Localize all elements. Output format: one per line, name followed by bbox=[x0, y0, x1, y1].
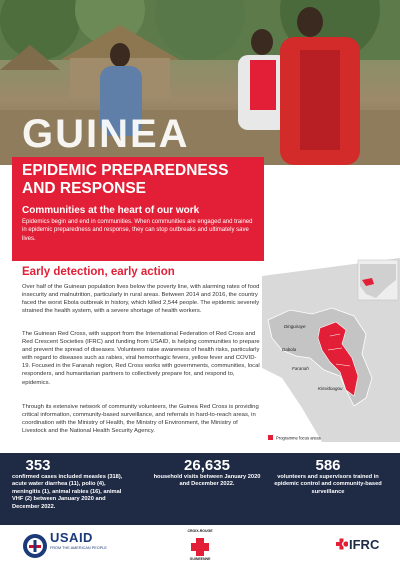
title-line-1: EPIDEMIC PREPAREDNESS bbox=[22, 162, 229, 179]
stat-description: confirmed cases included measles (318), acute water diarrhea (11), polio (4), meningitis (1), animal rabies (16), animal VHF (2) between January 2020 and December 2022. bbox=[12, 474, 123, 510]
usaid-seal-icon bbox=[22, 533, 48, 559]
stat-description: household visits between January 2020 and December 2022. bbox=[153, 474, 261, 488]
body-paragraph-3: Through its extensive network of community volunteers, the Guinea Red Cross is providing critical information, community-based surveillance, and referrals in hard-to-reach areas, in coordination with the Ministry of Health, the Ministry of Environment, the Ministry of Livestock and the National Health Security Agency. bbox=[22, 404, 259, 435]
stats-bar bbox=[0, 453, 400, 525]
stat-number: 586 bbox=[315, 457, 341, 474]
stat-number: 353 bbox=[25, 457, 51, 474]
map-legend-label: Programme focus areas bbox=[276, 435, 321, 441]
usaid-logo-text: USAID bbox=[50, 530, 93, 545]
map-label-kissidougou: Kissidougou bbox=[318, 386, 343, 391]
logos-footer bbox=[0, 525, 400, 566]
map-graphic bbox=[262, 258, 400, 442]
stat-confirmed-cases bbox=[12, 457, 130, 511]
stat-household-visits bbox=[152, 457, 262, 489]
usaid-tagline: FROM THE AMERICAN PEOPLE bbox=[50, 546, 107, 550]
crc-bottom-text: GUINEENNE bbox=[189, 557, 211, 561]
ifrc-emblem-icon bbox=[336, 538, 348, 550]
stat-number: 26,635 bbox=[184, 457, 230, 474]
crc-top-text: CROIX-ROUGE bbox=[187, 529, 213, 533]
ifrc-logo-text: IFRC bbox=[349, 537, 380, 552]
map-label-dinguiraye: Dinguiraye bbox=[284, 324, 306, 329]
body-paragraph-2: The Guinean Red Cross, with support from the International Federation of Red Cross and Red Crescent Societies (IFRC) and funding from USAID, is helping communities to prepare and prevent the spread of diseases. Volunteers raise awareness of health risks, particularly with regard to diseases such as rabies, viral hemorrhagic fevers, yellow fever and COVID-19. Focused in the Faranah region, Red Cross works with governments, communities, local responders, and humanitarian partners to collectively prepare for, and respond to, epidemics. bbox=[22, 331, 260, 386]
guinea-red-cross-logo bbox=[180, 529, 220, 563]
map-label-dabola: Dabola bbox=[282, 347, 297, 352]
stat-description: volunteers and supervisors trained in epidemic control and community-based surveillance bbox=[274, 474, 382, 495]
stat-volunteers-trained bbox=[268, 457, 388, 496]
title-line-2: AND RESPONSE bbox=[22, 180, 147, 197]
intro-text: Epidemics begin and end in communities. When communities are engaged and trained in epidemic preparedness and response, they can stop outbreaks and ultimately save lives. bbox=[22, 219, 253, 242]
body-paragraph-1: Over half of the Guinean population lives below the poverty line, with alarming rates of food insecurity and malnutrition, particularly in rural areas. Between 2014 and 2016, the country faced the worst Ebola outbreak in history, which killed 2,544 people. The epidemic severely strained the health system, with a severe shortage of health workers. bbox=[22, 284, 260, 315]
country-name: GUINEA bbox=[22, 112, 190, 156]
section-heading: Early detection, early action bbox=[22, 266, 175, 278]
title-band bbox=[12, 157, 264, 203]
map bbox=[262, 258, 400, 442]
intro-box bbox=[12, 203, 264, 261]
map-label-faranah: Faranah bbox=[292, 366, 309, 371]
legend-swatch bbox=[268, 435, 273, 440]
intro-subtitle: Communities at the heart of our work bbox=[22, 205, 200, 216]
